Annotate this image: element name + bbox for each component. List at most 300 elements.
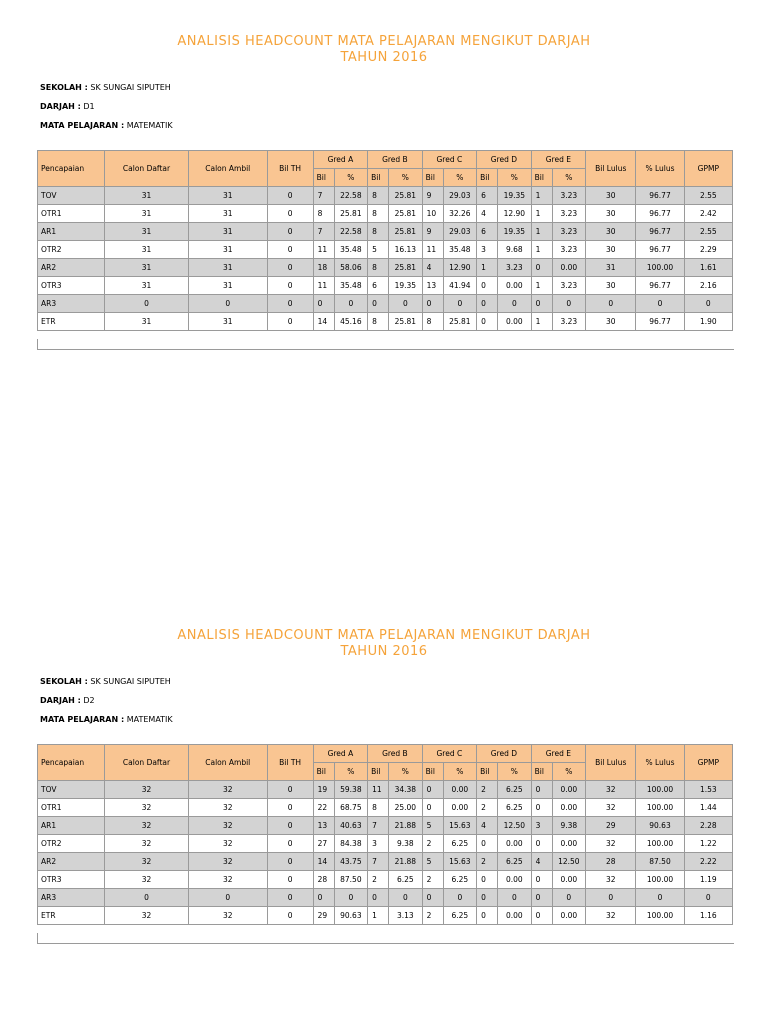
row-label: AR1 [38,223,105,241]
table-cell: 7 [368,853,389,871]
table-cell: 96.77 [636,187,684,205]
table-cell: 1 [531,223,552,241]
table-cell: 31 [188,187,267,205]
table-cell: 8 [368,799,389,817]
sekolah-line [40,677,171,686]
table-cell: 0 [477,871,498,889]
table-cell: 0 [498,889,532,907]
table-cell: 58.06 [334,259,368,277]
table-cell: 2.42 [684,205,732,223]
table-cell: 16.13 [389,241,423,259]
table-cell: 3.23 [552,241,586,259]
header-pencapaian: Pencapaian [38,151,105,187]
header-gred-e: Gred E [531,745,585,763]
table-cell: 32 [105,799,189,817]
table-cell: 6.25 [389,871,423,889]
darjah-line [40,102,95,111]
table-cell: 32 [188,907,267,925]
table-cell: 0 [267,871,313,889]
table-cell: 27 [313,835,334,853]
table-cell: 4 [422,259,443,277]
table-cell: 0 [267,187,313,205]
table-cell: 8 [422,313,443,331]
table-cell: 31 [188,313,267,331]
darjah-label: DARJAH : [40,102,81,111]
table-cell: 0 [552,295,586,313]
table-cell: 0 [477,295,498,313]
table-cell: 0 [389,889,423,907]
table-cell: 9.38 [389,835,423,853]
darjah-value: D2 [83,696,95,705]
table-cell: 0 [477,277,498,295]
table-cell: 3.13 [389,907,423,925]
report-title [0,34,768,66]
table-cell: 3 [477,241,498,259]
table-cell: 31 [105,313,189,331]
table-row [38,187,733,205]
table-cell: 0 [684,889,732,907]
table-cell: 3.23 [552,223,586,241]
table-cell: 25.81 [443,313,477,331]
table-cell: 1.90 [684,313,732,331]
table-cell: 14 [313,313,334,331]
table-cell: 11 [422,241,443,259]
table-cell: 40.63 [334,817,368,835]
table-cell: 0 [531,781,552,799]
table-bottom-line [37,339,734,350]
table-cell: 100.00 [636,259,684,277]
report-title [0,628,768,660]
table-cell: 0 [188,295,267,313]
table-cell: 0.00 [552,907,586,925]
table-cell: 0 [267,205,313,223]
table-cell: 19.35 [389,277,423,295]
table-cell: 21.88 [389,853,423,871]
table-cell: 9 [422,223,443,241]
table-cell: 13 [422,277,443,295]
table-cell: 1 [368,907,389,925]
table-cell: 0 [267,295,313,313]
table-cell: 0.00 [498,907,532,925]
table-cell: 7 [313,187,334,205]
table-cell: 6 [477,223,498,241]
table-cell: 2 [422,871,443,889]
table-cell: 8 [368,187,389,205]
table-cell: 96.77 [636,205,684,223]
table-cell: 45.16 [334,313,368,331]
table-cell: 3 [368,835,389,853]
header-pct: % [389,169,423,187]
table-cell: 2.16 [684,277,732,295]
table-cell: 32 [586,799,636,817]
table-cell: 32 [586,781,636,799]
table-cell: 0 [552,889,586,907]
table-cell: 6.25 [443,907,477,925]
table-cell: 25.00 [389,799,423,817]
header-bil: Bil [368,763,389,781]
table-row [38,205,733,223]
table-bottom-line [37,933,734,944]
header-gred-e: Gred E [531,151,585,169]
table-cell: 0 [313,295,334,313]
table-cell: 25.81 [334,205,368,223]
row-label: OTR3 [38,277,105,295]
mapel-line [40,121,173,130]
table-cell: 0 [477,907,498,925]
header-gpmp: GPMP [684,151,732,187]
header-bil: Bil [313,169,334,187]
table-cell: 1 [531,313,552,331]
mapel-value: MATEMATIK [126,715,173,724]
table-cell: 0 [368,295,389,313]
table-cell: 5 [422,853,443,871]
table-cell: 0 [531,871,552,889]
table-cell: 7 [368,817,389,835]
table-row [38,223,733,241]
table-cell: 43.75 [334,853,368,871]
table-cell: 28 [586,853,636,871]
row-label: AR2 [38,259,105,277]
table-row [38,907,733,925]
table-cell: 1.22 [684,835,732,853]
darjah-line [40,696,95,705]
header-pct: % [552,763,586,781]
table-row [38,889,733,907]
header-pct: % [443,169,477,187]
header-gred-d: Gred D [477,745,531,763]
table-cell: 0.00 [498,835,532,853]
table-cell: 0 [267,835,313,853]
table-cell: 35.48 [334,277,368,295]
header-bil: Bil [477,169,498,187]
table-cell: 0 [368,889,389,907]
table-cell: 0 [636,295,684,313]
table-cell: 32 [586,871,636,889]
title-line-2: TAHUN 2016 [340,644,428,659]
header-pct: % [498,763,532,781]
header-calon-ambil: Calon Ambil [188,151,267,187]
table-row [38,871,733,889]
sekolah-value: SK SUNGAI SIPUTEH [90,677,171,686]
table-cell: 96.77 [636,277,684,295]
table-cell: 0 [636,889,684,907]
table-cell: 4 [477,205,498,223]
table-cell: 0.00 [498,313,532,331]
table-row [38,835,733,853]
table-cell: 1 [531,205,552,223]
header-pct: % [334,169,368,187]
table-cell: 0 [586,889,636,907]
mapel-label: MATA PELAJARAN : [40,121,125,130]
table-cell: 31 [188,205,267,223]
table-cell: 9.38 [552,817,586,835]
table-cell: 19 [313,781,334,799]
table-cell: 31 [188,259,267,277]
row-label: AR1 [38,817,105,835]
table-cell: 8 [313,205,334,223]
table-cell: 31 [105,259,189,277]
table-cell: 25.81 [389,205,423,223]
table-cell: 31 [188,277,267,295]
row-label: AR3 [38,295,105,313]
table-cell: 19.35 [498,187,532,205]
table-cell: 32 [105,817,189,835]
table-cell: 0 [531,295,552,313]
table-row [38,799,733,817]
table-cell: 4 [531,853,552,871]
title-line-1: ANALISIS HEADCOUNT MATA PELAJARAN MENGIKUT DARJAH [177,34,591,49]
table-cell: 5 [422,817,443,835]
table-cell: 0.00 [443,799,477,817]
table-cell: 11 [313,277,334,295]
table-cell: 31 [105,205,189,223]
table-cell: 25.81 [389,313,423,331]
table-cell: 22.58 [334,187,368,205]
row-label: ETR [38,907,105,925]
table-cell: 12.90 [498,205,532,223]
table-cell: 0 [313,889,334,907]
table-cell: 0 [267,907,313,925]
table-cell: 32 [188,835,267,853]
table-cell: 32 [105,871,189,889]
table-cell: 100.00 [636,781,684,799]
table-cell: 21.88 [389,817,423,835]
header-pct: % [389,763,423,781]
row-label: AR3 [38,889,105,907]
table-cell: 14 [313,853,334,871]
table-cell: 90.63 [334,907,368,925]
table-row [38,853,733,871]
table-cell: 0.00 [498,871,532,889]
table-cell: 31 [188,241,267,259]
mapel-label: MATA PELAJARAN : [40,715,125,724]
table-cell: 8 [368,313,389,331]
header-bil: Bil [531,169,552,187]
table-cell: 0 [267,241,313,259]
table-cell: 84.38 [334,835,368,853]
header-gred-d: Gred D [477,151,531,169]
table-cell: 6.25 [443,835,477,853]
table-cell: 0 [443,889,477,907]
table-cell: 0 [267,781,313,799]
table-cell: 30 [586,223,636,241]
table-cell: 2 [477,799,498,817]
table-cell: 0 [531,799,552,817]
table-cell: 22 [313,799,334,817]
table-cell: 12.50 [498,817,532,835]
header-bil: Bil [422,763,443,781]
table-cell: 7 [313,223,334,241]
table-cell: 0 [531,835,552,853]
table-row [38,781,733,799]
table-cell: 0 [684,295,732,313]
table-cell: 1 [531,241,552,259]
header-gred-c: Gred C [422,151,476,169]
table-cell: 0 [477,835,498,853]
table-cell: 2 [368,871,389,889]
header-pct: % [552,169,586,187]
table-cell: 32 [188,799,267,817]
row-label: ETR [38,313,105,331]
header-pct: % [334,763,368,781]
table-cell: 100.00 [636,907,684,925]
table-cell: 29.03 [443,223,477,241]
table-cell: 0 [498,295,532,313]
table-cell: 11 [368,781,389,799]
table-cell: 25.81 [389,259,423,277]
table-cell: 0 [267,853,313,871]
table-cell: 30 [586,277,636,295]
header-bil: Bil [531,763,552,781]
table-cell: 31 [188,223,267,241]
table-cell: 29 [313,907,334,925]
header-bil: Bil [368,169,389,187]
mapel-value: MATEMATIK [126,121,173,130]
header-bil: Bil [422,169,443,187]
header-pct: % [498,169,532,187]
table-cell: 2.22 [684,853,732,871]
table-cell: 15.63 [443,853,477,871]
table-cell: 32 [188,871,267,889]
table-cell: 32 [105,853,189,871]
table-cell: 1.16 [684,907,732,925]
table-cell: 0 [334,295,368,313]
table-cell: 32 [105,907,189,925]
table-cell: 0 [422,781,443,799]
table-cell: 2.55 [684,223,732,241]
table-cell: 32 [188,817,267,835]
table-cell: 13 [313,817,334,835]
table-cell: 3 [531,817,552,835]
table-cell: 0.00 [552,799,586,817]
header-gred-a: Gred A [313,151,367,169]
row-label: OTR1 [38,205,105,223]
table-cell: 2 [422,835,443,853]
table-cell: 0 [477,889,498,907]
table-cell: 0.00 [498,277,532,295]
title-line-2: TAHUN 2016 [340,50,428,65]
table-cell: 15.63 [443,817,477,835]
table-cell: 22.58 [334,223,368,241]
table-cell: 100.00 [636,871,684,889]
header-bil: Bil [313,763,334,781]
table-cell: 6.25 [498,799,532,817]
header-bil-th: Bil TH [267,151,313,187]
mapel-line [40,715,173,724]
table-cell: 0.00 [552,781,586,799]
table-cell: 1 [531,187,552,205]
table-cell: 2.29 [684,241,732,259]
row-label: OTR2 [38,835,105,853]
row-label: AR2 [38,853,105,871]
table-cell: 0 [267,817,313,835]
table-cell: 0.00 [443,781,477,799]
table-cell: 3.23 [552,313,586,331]
table-cell: 0 [267,277,313,295]
table-cell: 29 [586,817,636,835]
table-cell: 31 [105,241,189,259]
table-cell: 68.75 [334,799,368,817]
table-cell: 100.00 [636,799,684,817]
table-cell: 1 [531,277,552,295]
table-cell: 25.81 [389,223,423,241]
table-cell: 1.53 [684,781,732,799]
headcount-table [37,150,733,331]
table-cell: 3.23 [498,259,532,277]
table-cell: 32 [188,781,267,799]
table-cell: 18 [313,259,334,277]
table-cell: 30 [586,187,636,205]
table-cell: 12.90 [443,259,477,277]
table-row [38,277,733,295]
table-cell: 0.00 [552,259,586,277]
table-cell: 0 [267,889,313,907]
table-cell: 0 [334,889,368,907]
table-cell: 0 [267,259,313,277]
table-cell: 2 [477,781,498,799]
table-cell: 1.44 [684,799,732,817]
sekolah-label: SEKOLAH : [40,677,88,686]
row-label: OTR1 [38,799,105,817]
header-bil-lulus: Bil Lulus [586,151,636,187]
table-cell: 0 [422,799,443,817]
table-cell: 32 [586,835,636,853]
table-cell: 35.48 [334,241,368,259]
table-cell: 0 [531,907,552,925]
table-cell: 8 [368,259,389,277]
table-cell: 1.61 [684,259,732,277]
table-cell: 6 [368,277,389,295]
table-cell: 0 [105,295,189,313]
table-cell: 3.23 [552,277,586,295]
table-cell: 9 [422,187,443,205]
table-row [38,241,733,259]
table-cell: 87.50 [636,853,684,871]
headcount-table [37,744,733,925]
table-cell: 6.25 [443,871,477,889]
darjah-label: DARJAH : [40,696,81,705]
table-cell: 0 [531,259,552,277]
sekolah-line [40,83,171,92]
table-cell: 0 [267,223,313,241]
table-cell: 90.63 [636,817,684,835]
table-cell: 31 [105,187,189,205]
row-label: TOV [38,781,105,799]
header-gpmp: GPMP [684,745,732,781]
sekolah-label: SEKOLAH : [40,83,88,92]
table-cell: 31 [586,259,636,277]
table-cell: 2.28 [684,817,732,835]
table-cell: 32.26 [443,205,477,223]
table-cell: 19.35 [498,223,532,241]
table-cell: 0 [586,295,636,313]
table-cell: 32 [586,907,636,925]
header-gred-b: Gred B [368,745,422,763]
table-cell: 30 [586,205,636,223]
table-cell: 0 [267,313,313,331]
header-pencapaian: Pencapaian [38,745,105,781]
header-gred-a: Gred A [313,745,367,763]
header-calon-daftar: Calon Daftar [105,745,189,781]
table-cell: 6.25 [498,781,532,799]
table-cell: 0 [477,313,498,331]
table-cell: 12.50 [552,853,586,871]
table-cell: 1 [477,259,498,277]
header-pct-lulus: % Lulus [636,151,684,187]
table-cell: 96.77 [636,313,684,331]
row-label: OTR2 [38,241,105,259]
table-cell: 87.50 [334,871,368,889]
